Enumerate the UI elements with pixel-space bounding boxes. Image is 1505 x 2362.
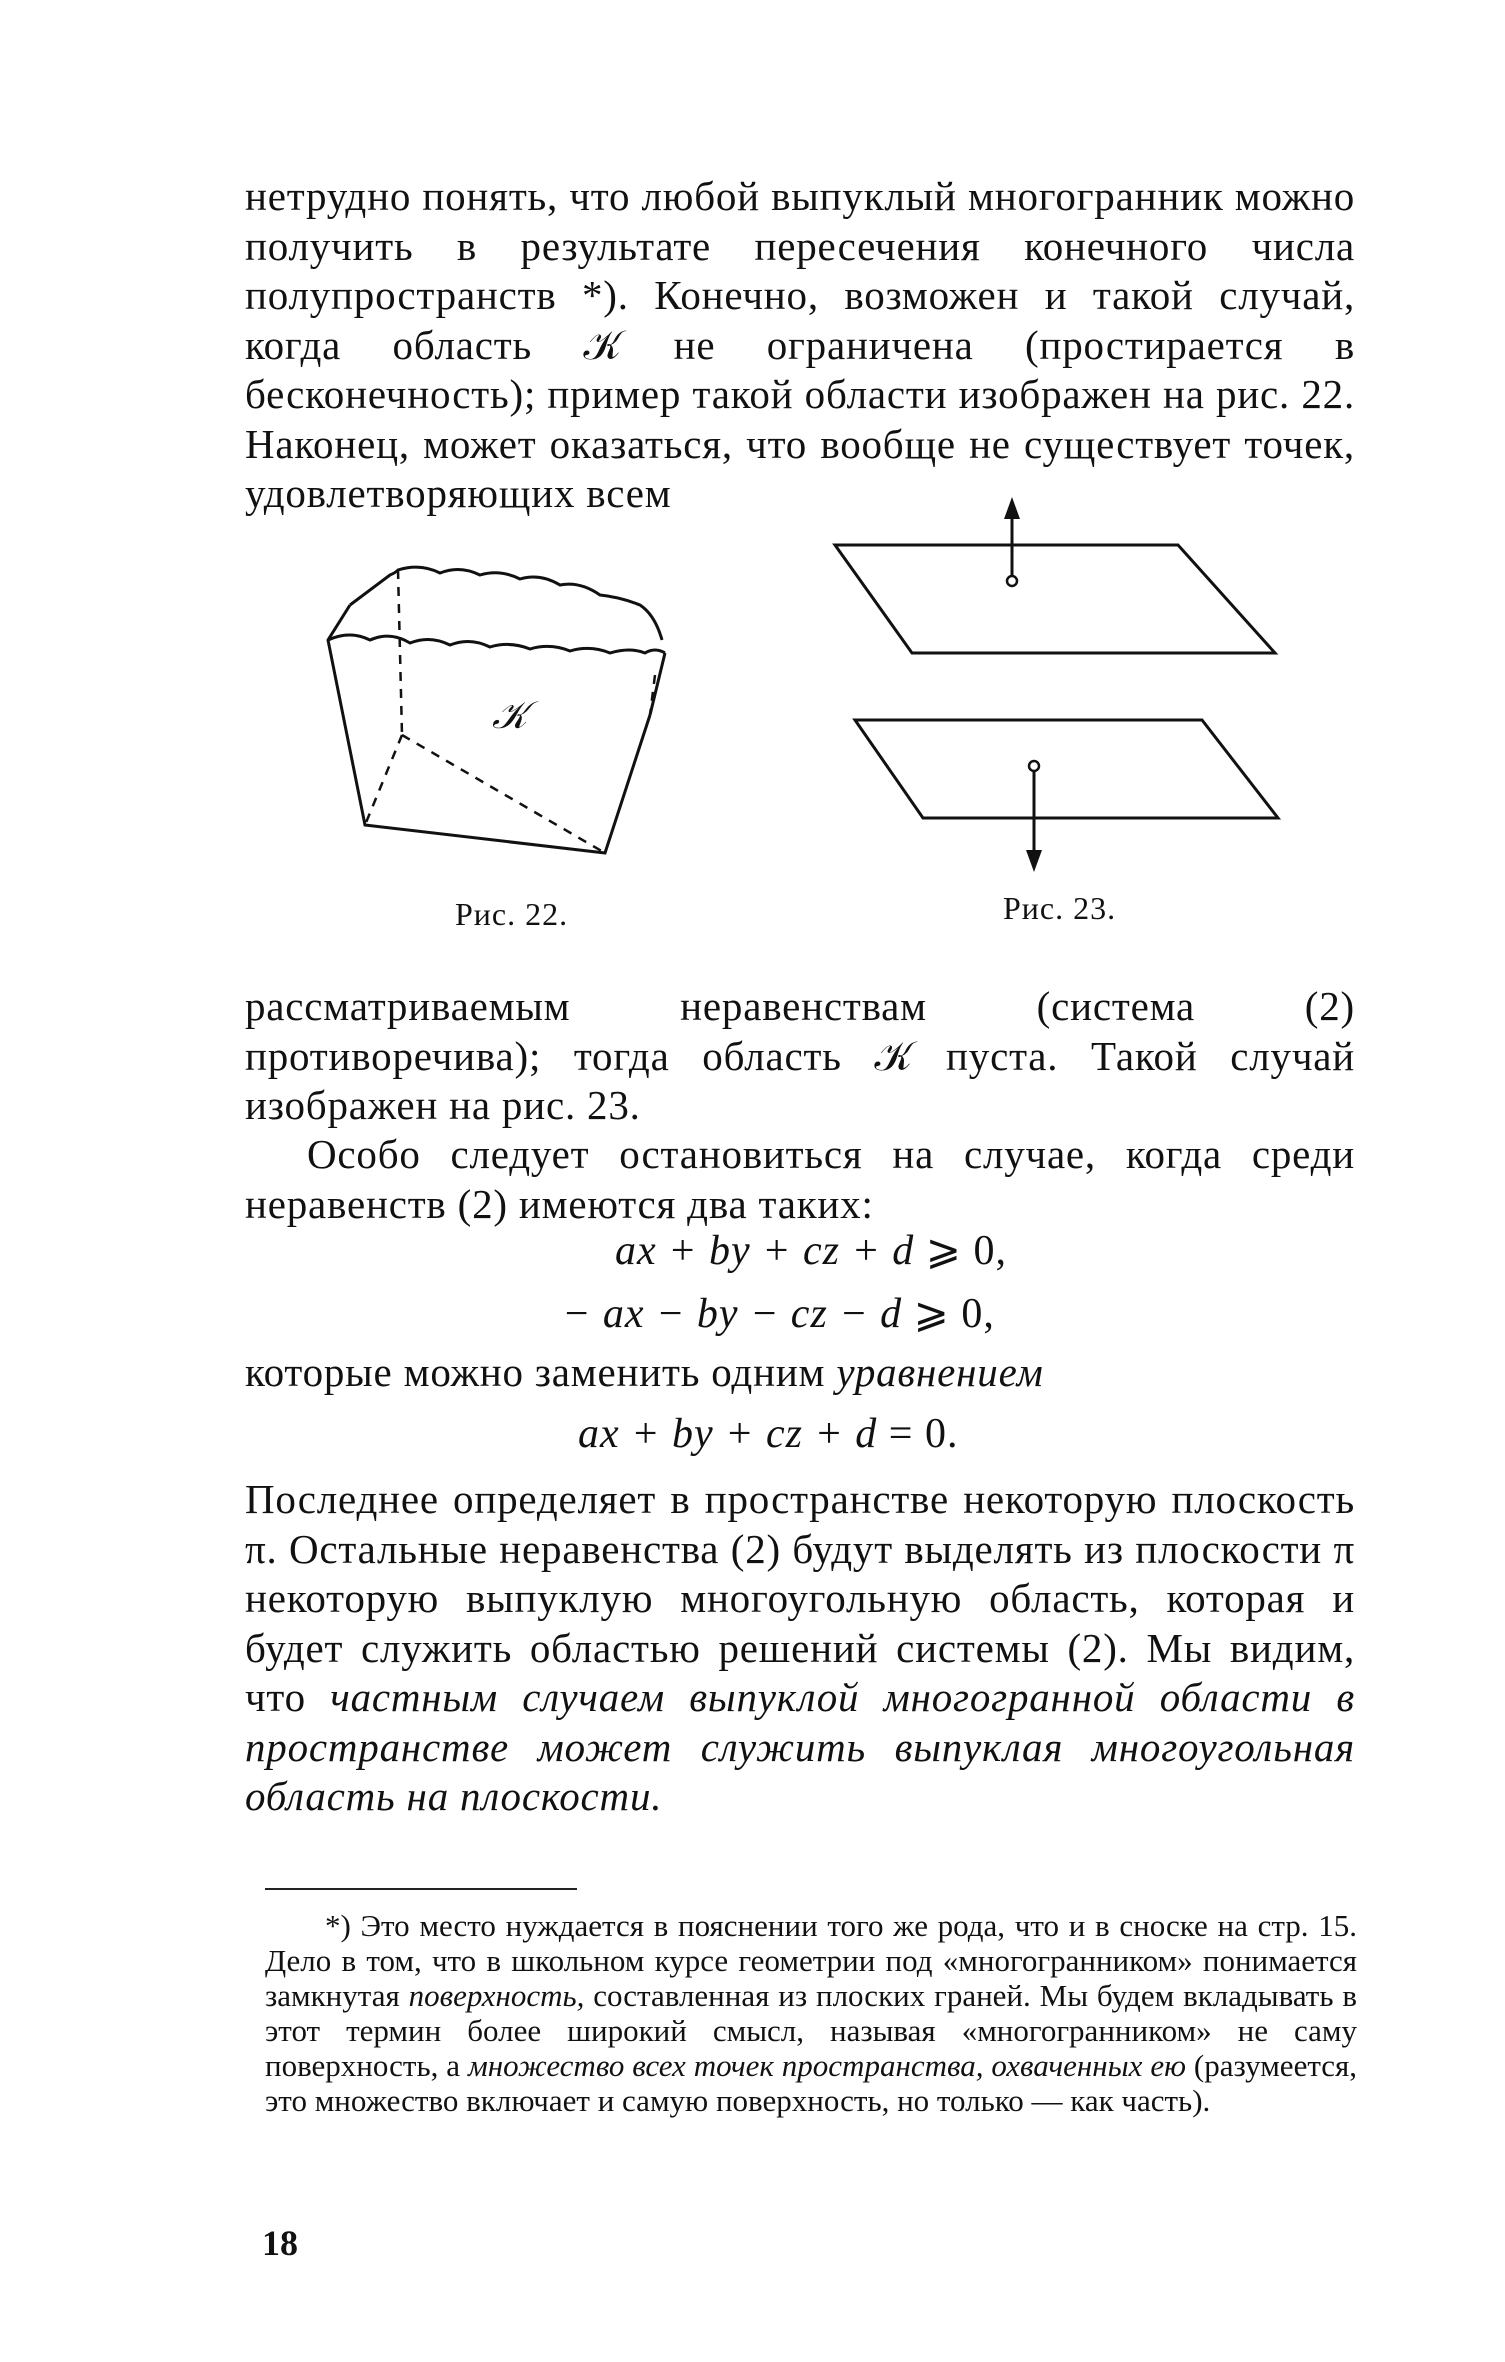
- fig23-lower-arrowhead: [1026, 850, 1042, 872]
- footnote-part-1: *) Это место нуждается в пояснении того же рода, что и в сноске на стр. 15. Дело в том, что в школьном курсе геометрии под «многогранником» понимается замкнутая: [265, 1908, 1357, 2013]
- fig22-hidden-diagonal: [402, 735, 605, 853]
- figure-23: [820, 495, 1300, 880]
- footnote-part-2: составленная из плоских граней. Мы будем вкладывать в этот термин более широкий смысл, называя «многогранником» не саму поверхность, а: [265, 1978, 1358, 2083]
- inequality-1-rhs: ⩾ 0,: [925, 1228, 1007, 1274]
- inequality-1-lhs: ax + by + cz + d: [615, 1228, 915, 1274]
- fig22-hidden-left: [365, 735, 402, 825]
- fig23-lower-plane: [855, 720, 1278, 818]
- footnote-emphasis-2: множество всех точек пространства, охваченных ею: [468, 2048, 1186, 2083]
- inequality-1: [615, 1225, 1007, 1275]
- equation: [578, 1410, 958, 1458]
- page-number: 18: [262, 2223, 298, 2263]
- paragraph-1: нетрудно понять, что любой выпуклый многогранник можно получить в результате пересечения конечного числа полупространств *). Конечно, возможен и такой случай, когда область 𝒦 не ограничена (простирается в бесконечность); пример такой области изображен на рис. 22. Наконец, может оказаться, что вообще не существует точек, удовлетворяющих всем: [245, 173, 1355, 516]
- inequality-2-lhs: − ax − by − cz − d: [562, 1291, 903, 1337]
- fig22-top-wavy-edge: [350, 567, 662, 640]
- fig22-hidden-vertical: [398, 570, 402, 735]
- paragraph-5: [245, 1475, 1355, 1822]
- inequality-2-rhs: ⩾ 0,: [913, 1291, 995, 1337]
- fig23-upper-plane: [835, 545, 1275, 653]
- equation-lhs: ax + by + cz + d: [578, 1411, 878, 1457]
- fig22-right-edge: [650, 653, 665, 715]
- fig22-caption: Рис. 22.: [455, 896, 569, 932]
- paragraph-2: рассматриваемым неравенствам (система (2) противоречива); тогда область 𝒦 пуста. Такой случай изображен на рис. 23.: [245, 983, 1355, 1128]
- footnote-part-3: (разумеется, это множество включает и самую поверхность, но только — как часть).: [265, 2048, 1358, 2118]
- fig22-left-face: [328, 605, 650, 853]
- fig23-caption: Рис. 23.: [1003, 890, 1117, 926]
- paragraph-5-text: Последнее определяет в пространстве некоторую плоскость π. Остальные неравенства (2) будут выделять из плоскости π некоторую выпуклую многоугольную область, которая и будет служить областью решений системы (2). Мы видим, что: [245, 1476, 1355, 1720]
- fig22-region-label: 𝒦: [492, 693, 528, 737]
- paragraph-4-emphasis: уравнением: [836, 1349, 1044, 1395]
- fig22-front-wavy-edge: [328, 635, 665, 653]
- fig23-upper-arrowhead: [1004, 497, 1020, 519]
- paragraph-3: [245, 1130, 1355, 1229]
- footnote-rule: [265, 1888, 577, 1890]
- paragraph-4: [245, 1348, 1355, 1398]
- footnote: [265, 1908, 1357, 2118]
- equation-rhs: = 0.: [888, 1411, 959, 1457]
- figure-22: [310, 535, 710, 875]
- paragraph-3-text: Особо следует остановиться на случае, когда среди неравенств (2) имеются два таких:: [245, 1131, 1355, 1227]
- inequality-2: [562, 1288, 995, 1338]
- footnote-emphasis-1: поверхность,: [408, 1978, 585, 2013]
- paragraph-4-lead: которые можно заменить одним: [245, 1349, 826, 1395]
- paragraph-5-emphasis: частным случаем выпуклой многогранной области в пространстве может служить выпуклая многоугольная область на плоскости.: [245, 1674, 1355, 1819]
